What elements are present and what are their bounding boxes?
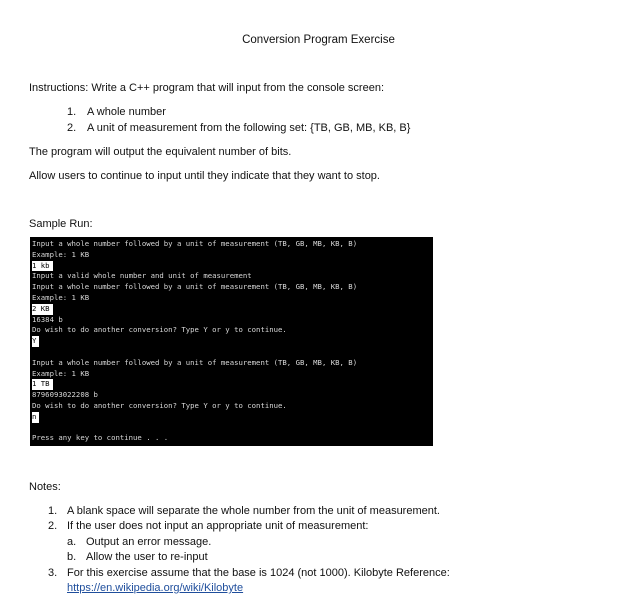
console-output-line — [32, 293, 433, 304]
console-line-text: Input a whole number followed by a unit of measurement (TB, GB, MB, KB, B) — [32, 357, 358, 367]
note-number: 1. — [48, 505, 58, 517]
list-item-text: A whole number — [87, 106, 166, 118]
note-text: For this exercise assume that the base is 1024 (not 1000). Kilobyte Reference: — [67, 567, 450, 579]
console-output-line — [32, 358, 433, 369]
console-line-text: Do wish to do another conversion? Type Y or y to continue. — [32, 400, 287, 410]
console-output-line — [32, 433, 433, 444]
console-input-line — [32, 336, 433, 347]
list-item-number: 2. — [67, 122, 77, 134]
sub-note-text: Allow the user to re-input — [86, 551, 208, 563]
console-line-text: Input a whole number followed by a unit of measurement (TB, GB, MB, KB, B) — [32, 239, 358, 248]
console-input-line — [32, 412, 433, 423]
console-output-line — [32, 250, 433, 261]
console-input-line — [32, 261, 433, 272]
sub-note-letter: b. — [67, 551, 77, 563]
console-line-text: Press any key to continue . . . — [32, 433, 169, 443]
sub-note-item — [67, 536, 211, 548]
note-item — [48, 505, 440, 517]
note-number: 3. — [48, 567, 58, 579]
notes-label: Notes: — [29, 481, 61, 493]
console-output-line — [32, 282, 433, 293]
sub-note-item — [67, 551, 208, 563]
console-line-text: 8796093022208 b — [32, 390, 98, 400]
note-text: If the user does not input an appropriate unit of measurement: — [67, 520, 369, 532]
note-text: A blank space will separate the whole number from the unit of measurement. — [67, 505, 440, 517]
console-output-line — [32, 390, 433, 401]
console-line-text: Input a valid whole number and unit of measurement — [32, 271, 252, 281]
instructions-text: Instructions: Write a C++ program that will input from the console screen: — [29, 82, 385, 94]
console-output-line — [32, 423, 433, 434]
console-line-text: Example: 1 KB — [32, 292, 90, 302]
console-output-line — [32, 271, 433, 282]
console-line-text: 1 kb — [32, 261, 53, 272]
console-line-text: Y — [32, 336, 39, 347]
list-item — [67, 106, 166, 118]
console-line-text: 2 KB — [32, 304, 53, 315]
list-item — [67, 122, 410, 134]
console-line-text: Example: 1 KB — [32, 249, 90, 259]
list-item-number: 1. — [67, 106, 77, 118]
note-item — [48, 567, 450, 579]
kilobyte-reference-link[interactable]: https://en.wikipedia.org/wiki/Kilobyte — [67, 582, 244, 594]
console-line-text: n — [32, 412, 39, 423]
sub-note-text: Output an error message. — [86, 536, 212, 548]
allow-text: Allow users to continue to input until they indicate that they want to stop. — [29, 170, 380, 182]
console-screenshot — [30, 237, 433, 446]
console-input-line — [32, 379, 433, 390]
console-output-line — [32, 369, 433, 380]
console-line-text: Input a whole number followed by a unit of measurement (TB, GB, MB, KB, B) — [32, 282, 358, 292]
console-input-line — [32, 304, 433, 315]
note-item — [48, 520, 368, 532]
console-output-line — [32, 347, 433, 358]
sub-note-letter: a. — [67, 536, 77, 548]
console-output-line — [32, 239, 433, 250]
console-line-text: Do wish to do another conversion? Type Y or y to continue. — [32, 325, 287, 335]
console-output-line — [32, 401, 433, 412]
note-number: 2. — [48, 520, 58, 532]
document-title: Conversion Program Exercise — [242, 34, 395, 46]
console-output-line — [32, 315, 433, 326]
sample-run-label: Sample Run: — [29, 218, 93, 230]
list-item-text: A unit of measurement from the following set: {TB, GB, MB, KB, B} — [87, 122, 411, 134]
console-line-text: 1 TB — [32, 379, 53, 390]
console-line-text: 16384 b — [32, 314, 63, 324]
console-line-text: Example: 1 KB — [32, 368, 90, 378]
console-output-line — [32, 325, 433, 336]
output-text: The program will output the equivalent number of bits. — [29, 146, 292, 158]
